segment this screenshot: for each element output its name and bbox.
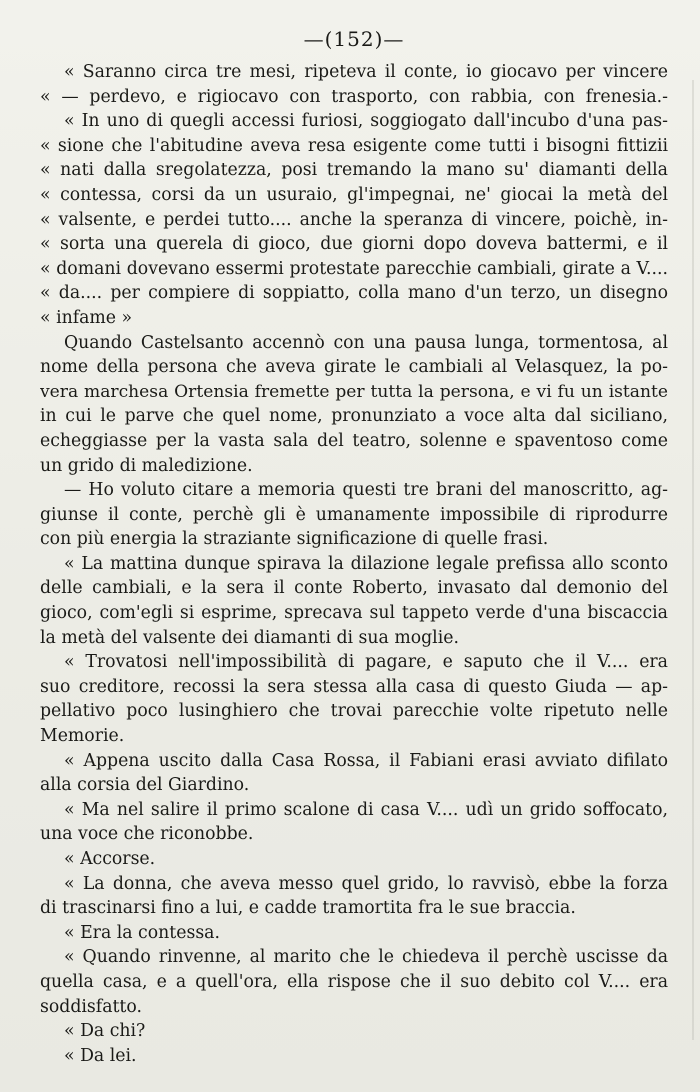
text-line: giunse il conte, perchè gli è umanamente impossibile di riprodurre <box>40 504 668 525</box>
page-number: —(152)— <box>303 27 405 51</box>
text-line: la metà del valsente dei diamanti di sua moglie. <box>40 627 459 648</box>
text-line: « Ma nel salire il primo scalone di casa V.... udì un grido soffocato, <box>64 799 668 820</box>
text-line: « sione che l'abitudine aveva resa esigente come tutti i bisogni fittizii <box>40 135 668 156</box>
text-line: « Era la contessa. <box>64 922 220 943</box>
text-line: quella casa, e a quell'ora, ella rispose che il suo debito col V.... era <box>40 971 668 992</box>
text-line: vera marchesa Ortensia fremette per tutta la persona, e vi fu un istante <box>40 381 668 402</box>
text-line: « Da lei. <box>64 1045 137 1066</box>
text-line: un grido di maledizione. <box>40 455 253 476</box>
text-line: « Quando rinvenne, al marito che le chiedeva il perchè uscisse da <box>64 947 668 968</box>
text-line: « La donna, che aveva messo quel grido, lo ravvisò, ebbe la forza <box>64 873 668 894</box>
text-line: « Saranno circa tre mesi, ripeteva il conte, io giocavo per vincere <box>64 62 668 82</box>
text-line: Quando Castelsanto accennò con una pausa lunga, tormentosa, al <box>64 332 668 353</box>
text-line: delle cambiali, e la sera il conte Roberto, invasato dal demonio del <box>40 578 668 599</box>
text-line: « domani dovevano essermi protestate parecchie cambiali, girate a V.... <box>40 258 668 279</box>
text-line: soddisfatto. <box>40 996 142 1017</box>
text-line: « nati dalla sregolatezza, posi tremando la mano su' diamanti della <box>40 160 668 181</box>
text-line: « — perdevo, e rigiocavo con trasporto, con rabbia, con frenesia.- <box>40 86 668 107</box>
text-line: « infame » <box>40 307 133 328</box>
text-line: « da.... per compiere di soppiatto, colla mano d'un terzo, un disegno <box>40 283 668 304</box>
text-line: « contessa, corsi da un usuraio, gl'impegnai, ne' giocai la metà del <box>40 184 668 205</box>
text-line: suo creditore, recossi la sera stessa alla casa di questo Giuda — ap- <box>40 676 668 697</box>
text-line: — Ho voluto citare a memoria questi tre brani del manoscritto, ag- <box>64 480 668 501</box>
page-edge-shadow <box>692 80 694 1040</box>
text-line: echeggiasse per la vasta sala del teatro, solenne e spaventoso come <box>40 430 668 451</box>
text-line: una voce che riconobbe. <box>40 824 254 845</box>
text-line: pellativo poco lusinghiero che trovai parecchie volte ripetuto nelle <box>40 701 668 722</box>
text-line: « In uno di quegli accessi furiosi, soggiogato dall'incubo d'una pas- <box>64 111 668 132</box>
text-line: « sorta una querela di gioco, due giorni dopo doveva battermi, e il <box>40 234 668 255</box>
text-line: di trascinarsi fino a lui, e cadde tramortita fra le sue braccia. <box>40 898 576 919</box>
text-line: « Trovatosi nell'impossibilità di pagare, e saputo che il V.... era <box>64 652 668 673</box>
text-line: « Accorse. <box>64 849 156 869</box>
text-line: « La mattina dunque spirava la dilazione legale prefissa allo sconto <box>64 553 668 574</box>
body-text <box>40 60 668 1068</box>
text-line: « Appena uscito dalla Casa Rossa, il Fabiani erasi avviato difilato <box>64 750 668 771</box>
text-line: Memorie. <box>40 726 125 747</box>
text-line: alla corsia del Giardino. <box>40 775 250 796</box>
text-line: con più energia la straziante significazione di quelle frasi. <box>40 529 549 550</box>
text-line: « valsente, e perdei tutto.... anche la speranza di vincere, poichè, in- <box>40 209 668 230</box>
text-line: in cui le parve che quel nome, pronunziato a voce alta dal siciliano, <box>40 406 668 427</box>
text-line: gioco, com'egli si esprime, sprecava sul tappeto verde d'una biscaccia <box>40 603 668 624</box>
text-line: « Da chi? <box>64 1021 146 1042</box>
text-line: nome della persona che aveva girate le cambiali al Velasquez, la po- <box>40 357 668 378</box>
